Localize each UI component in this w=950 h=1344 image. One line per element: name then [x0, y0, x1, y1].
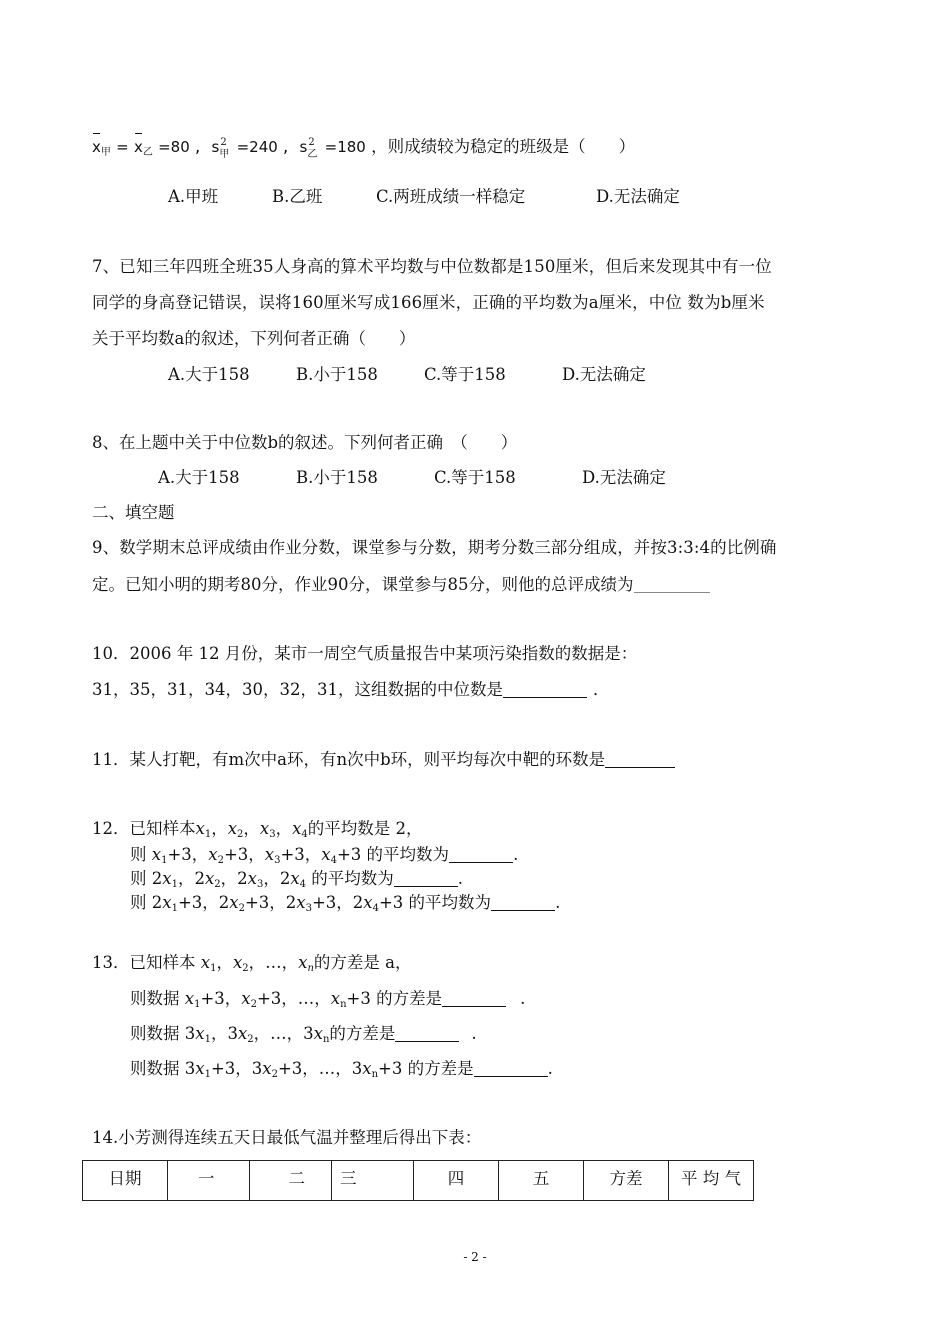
q12-l4-pre: 则 2	[130, 893, 163, 912]
sub-1: 1	[210, 963, 217, 974]
var-x: x	[262, 1059, 272, 1078]
sep: ，	[224, 989, 242, 1008]
coef-3: 3	[303, 1024, 314, 1043]
sub-4: 4	[301, 829, 308, 840]
table-cell-day-4: 四	[414, 1161, 499, 1201]
sub-n: n	[322, 1034, 330, 1045]
coef-2: 2	[218, 893, 230, 912]
sub-1: 1	[171, 879, 178, 890]
variance-jia-scripts: 2 甲	[219, 137, 230, 160]
comma: ,	[195, 137, 201, 156]
var-x: x	[208, 845, 218, 864]
sub-1: 1	[204, 829, 212, 840]
sub-3: 3	[274, 855, 281, 866]
var-x: x	[227, 819, 237, 838]
sub-2: 2	[237, 829, 244, 840]
sub-2: 2	[242, 963, 249, 974]
dot: .	[520, 989, 526, 1008]
var-x: x	[195, 819, 205, 838]
var-x: x	[363, 893, 373, 912]
plus-3: +3	[210, 1059, 236, 1078]
sep: ，	[210, 1024, 228, 1043]
q12-head-end: 的平均数是 2，	[307, 819, 423, 838]
var-x: x	[290, 869, 300, 888]
q12-l3-pre: 则 2	[130, 869, 163, 888]
coef-2: 2	[279, 869, 291, 888]
q13-l3-end: 的方差是	[329, 1024, 396, 1043]
q13-line-4	[130, 1058, 553, 1080]
var-x: x	[298, 953, 308, 972]
q8-options	[158, 467, 666, 489]
comma: ,	[283, 137, 289, 156]
q10-end-mark: ．	[592, 680, 610, 699]
q6-option-b: B.乙班	[272, 187, 323, 206]
table-cell-avg-temp: 平 均 气	[669, 1161, 754, 1201]
plus-3: +3	[378, 1059, 403, 1078]
plus-3: +3	[280, 845, 305, 864]
sub-4: 4	[330, 855, 337, 866]
sep: ，	[211, 819, 228, 838]
sep: ，	[263, 869, 280, 888]
var-x: x	[195, 1059, 205, 1078]
variance-yi-scripts: 2 乙	[307, 137, 318, 160]
var-x: x	[162, 869, 172, 888]
plus-3: +3	[336, 845, 362, 864]
var-x: x	[321, 845, 331, 864]
var-x: x	[313, 1024, 323, 1043]
sep: ，	[248, 845, 265, 864]
variance-yi-value: =180	[324, 138, 366, 156]
q10-line-2	[92, 679, 609, 701]
dot: .	[457, 869, 463, 888]
q11-text: 11．某人打靶，有m次中a环，有n次中b环，则平均每次中靶的环数是	[92, 750, 606, 769]
plus-3: +3	[346, 989, 371, 1008]
q8-option-d: D.无法确定	[582, 468, 666, 487]
q12-blank-3	[491, 894, 555, 911]
var-x: x	[330, 989, 341, 1008]
var-x: x	[162, 893, 172, 912]
q12-blank-2	[394, 870, 458, 887]
q13-line-3	[130, 1023, 477, 1045]
subscript-yi: 乙	[142, 147, 153, 158]
sub-3: 3	[305, 903, 312, 914]
ellipsis: ，…，	[248, 953, 299, 972]
variance-symbol-yi: s	[299, 138, 308, 156]
q13-line-1	[92, 952, 411, 974]
sub-2: 2	[250, 999, 257, 1010]
var-x: x	[259, 819, 270, 838]
plus-3: +3	[223, 845, 249, 864]
coef-3: 3	[227, 1024, 238, 1043]
sub-n: n	[371, 1069, 379, 1080]
q6-option-a: A.甲班	[168, 187, 219, 206]
q12-line-2	[130, 844, 518, 866]
q8-option-a: A.大于158	[158, 468, 240, 487]
dot: .	[555, 893, 561, 912]
q9-line-2-text: 定。已知小明的期考80分，作业90分，课堂参与85分，则他的总评成绩为	[92, 575, 634, 594]
table-cell-day-2: 二	[250, 1161, 332, 1201]
sep: ，	[220, 869, 238, 888]
sub-1: 1	[204, 1069, 211, 1080]
ellipsis: ，…，	[253, 1024, 304, 1043]
ellipsis: ，…，	[281, 989, 331, 1008]
plus-3: +3	[256, 989, 282, 1008]
var-x: x	[229, 893, 239, 912]
sub-1: 1	[171, 903, 178, 914]
q6-option-c: C.两班成绩一样稳定	[376, 187, 526, 206]
q10-line-1: 10．2006 年 12 月份，某市一周空气质量报告中某项污染指数的数据是：	[92, 644, 638, 663]
sub-n: n	[307, 963, 314, 974]
plus-3: +3	[200, 989, 225, 1008]
var-x: x	[195, 1024, 205, 1043]
sub-4: 4	[372, 903, 379, 914]
ellipsis: ，…，	[302, 1059, 352, 1078]
sub-2: 2	[214, 879, 221, 890]
subscript-jia: 甲	[100, 147, 111, 158]
sep: ，	[235, 1059, 252, 1078]
q12-line-1	[92, 818, 423, 840]
sub-2: 2	[247, 1034, 254, 1045]
q6-question-text: ，则成绩较为稳定的班级是（ ）	[371, 137, 636, 156]
q6-formula-line	[92, 136, 635, 158]
plus-3: +3	[177, 893, 203, 912]
sub-1: 1	[194, 999, 201, 1010]
mean-value: =80	[158, 138, 190, 156]
q9-line-1: 9、数学期末总评成绩由作业分数，课堂参与分数，期考分数三部分组成，并按3:3:4的比例确	[92, 538, 777, 557]
q13-blank-1	[442, 990, 506, 1007]
q11-answer-blank	[605, 751, 675, 768]
q9-line-2	[92, 574, 710, 596]
var-x: x	[232, 953, 243, 972]
q12-blank-1	[449, 846, 513, 863]
equals-sign: =	[116, 138, 129, 156]
coef-2: 2	[194, 869, 205, 888]
var-x: x	[362, 1059, 372, 1078]
var-x: x	[247, 869, 257, 888]
coef-2: 2	[285, 893, 297, 912]
sub-n: n	[340, 999, 347, 1010]
q14-line-1: 14.小芳测得连续五天日最低气温并整理后得出下表：	[92, 1128, 482, 1147]
sub-3: 3	[256, 879, 264, 890]
sep: ，	[243, 819, 260, 838]
q13-blank-3	[474, 1060, 548, 1077]
coef-2: 2	[352, 893, 364, 912]
q13-l3-pre: 则数据 3	[130, 1024, 196, 1043]
q12-l4-end: 的平均数为	[403, 893, 492, 912]
q12-line-3	[130, 868, 463, 890]
q10-answer-blank	[503, 681, 587, 698]
q12-intro: 12．已知样本	[92, 819, 196, 838]
q8-line-1: 8、在上题中关于中位数b的叙述。下列何者正确 （ ）	[92, 433, 518, 452]
q12-l2-end: 的平均数为	[361, 845, 450, 864]
var-x: x	[204, 869, 215, 888]
q7-option-b: B.小于158	[296, 365, 378, 384]
q7-line-3: 关于平均数a的叙述，下列何者正确（ ）	[92, 329, 416, 348]
var-x: x	[264, 845, 275, 864]
q12-l2-pre: 则	[130, 845, 152, 864]
q13-intro: 13．已知样本	[92, 953, 201, 972]
coef-3: 3	[251, 1059, 263, 1078]
q11-line-1	[92, 749, 675, 771]
var-x: x	[237, 1024, 248, 1043]
plus-3: +3	[244, 893, 270, 912]
section-title-fill-in: 二、填空题	[92, 503, 175, 522]
plus-3: +3	[277, 1059, 303, 1078]
q13-l4-end: 的方差是	[402, 1059, 474, 1078]
sub-2: 2	[238, 903, 245, 914]
var-x: x	[292, 819, 302, 838]
q13-line-2	[130, 988, 525, 1010]
var-x: x	[184, 989, 195, 1008]
q13-blank-2	[395, 1025, 459, 1042]
q9-answer-blank	[634, 576, 710, 593]
sep: ，	[304, 845, 322, 864]
sep: ，	[191, 845, 209, 864]
plus-3: +3	[167, 845, 192, 864]
sub-2: 2	[271, 1069, 278, 1080]
sub-3: 3	[269, 829, 276, 840]
sep: ，	[216, 953, 233, 972]
dot: .	[471, 1024, 477, 1043]
q8-option-b: B.小于158	[296, 468, 378, 487]
q13-head-end: 的方差是 a，	[313, 953, 412, 972]
q7-option-a: A.大于158	[168, 365, 250, 384]
q7-line-1: 7、已知三年四班全班35人身高的算术平均数与中位数都是150厘米，但后来发现其中有一位	[92, 257, 772, 276]
page-number: - 2 -	[463, 1250, 487, 1264]
q12-line-4	[130, 892, 560, 914]
q13-l4-pre: 则数据 3	[130, 1059, 196, 1078]
q13-l2-end: 的方差是	[370, 989, 443, 1008]
table-header-row	[83, 1161, 754, 1201]
plus-3: +3	[378, 893, 404, 912]
var-x: x	[151, 845, 162, 864]
q7-option-d: D.无法确定	[562, 365, 646, 384]
dot: .	[513, 845, 519, 864]
mean-symbol-yi: x	[133, 138, 143, 156]
table-cell-date: 日期	[83, 1161, 168, 1201]
plus-3: +3	[311, 893, 337, 912]
mean-symbol-jia: x	[92, 138, 101, 156]
table-cell-variance: 方差	[584, 1161, 669, 1201]
dot: .	[547, 1059, 553, 1078]
coef-2: 2	[237, 869, 248, 888]
var-x: x	[200, 953, 211, 972]
sub-2: 2	[217, 855, 224, 866]
sep: ，	[177, 869, 195, 888]
variance-symbol-jia: s	[211, 138, 220, 156]
sep: ，	[275, 819, 293, 838]
table-cell-day-3: 三	[332, 1161, 414, 1201]
table-cell-day-5: 五	[499, 1161, 584, 1201]
q13-l2-pre: 则数据	[130, 989, 185, 1008]
var-x: x	[296, 893, 306, 912]
sep: ，	[269, 893, 286, 912]
q7-line-2: 同学的身高登记错误，误将160厘米写成166厘米，正确的平均数为a厘米，中位 数为b厘米	[92, 293, 765, 312]
sub-4: 4	[299, 879, 306, 890]
q6-option-d: D.无法确定	[596, 187, 680, 206]
var-x: x	[241, 989, 251, 1008]
q8-option-c: C.等于158	[434, 468, 516, 487]
temperature-table	[82, 1160, 754, 1201]
sub-1: 1	[161, 855, 168, 866]
q6-options	[168, 186, 680, 208]
q7-options	[168, 364, 646, 386]
variance-jia-value: =240	[236, 138, 278, 156]
sub-1: 1	[204, 1034, 211, 1045]
q10-line-2-text: 31，35，31，34，30，32，31，这组数据的中位数是	[92, 680, 503, 699]
q7-option-c: C.等于158	[424, 365, 506, 384]
sep: ，	[336, 893, 353, 912]
sep: ，	[202, 893, 219, 912]
table-cell-day-1: 一	[168, 1161, 250, 1201]
q12-l3-end: 的平均数为	[306, 869, 394, 888]
coef-3: 3	[351, 1059, 363, 1078]
